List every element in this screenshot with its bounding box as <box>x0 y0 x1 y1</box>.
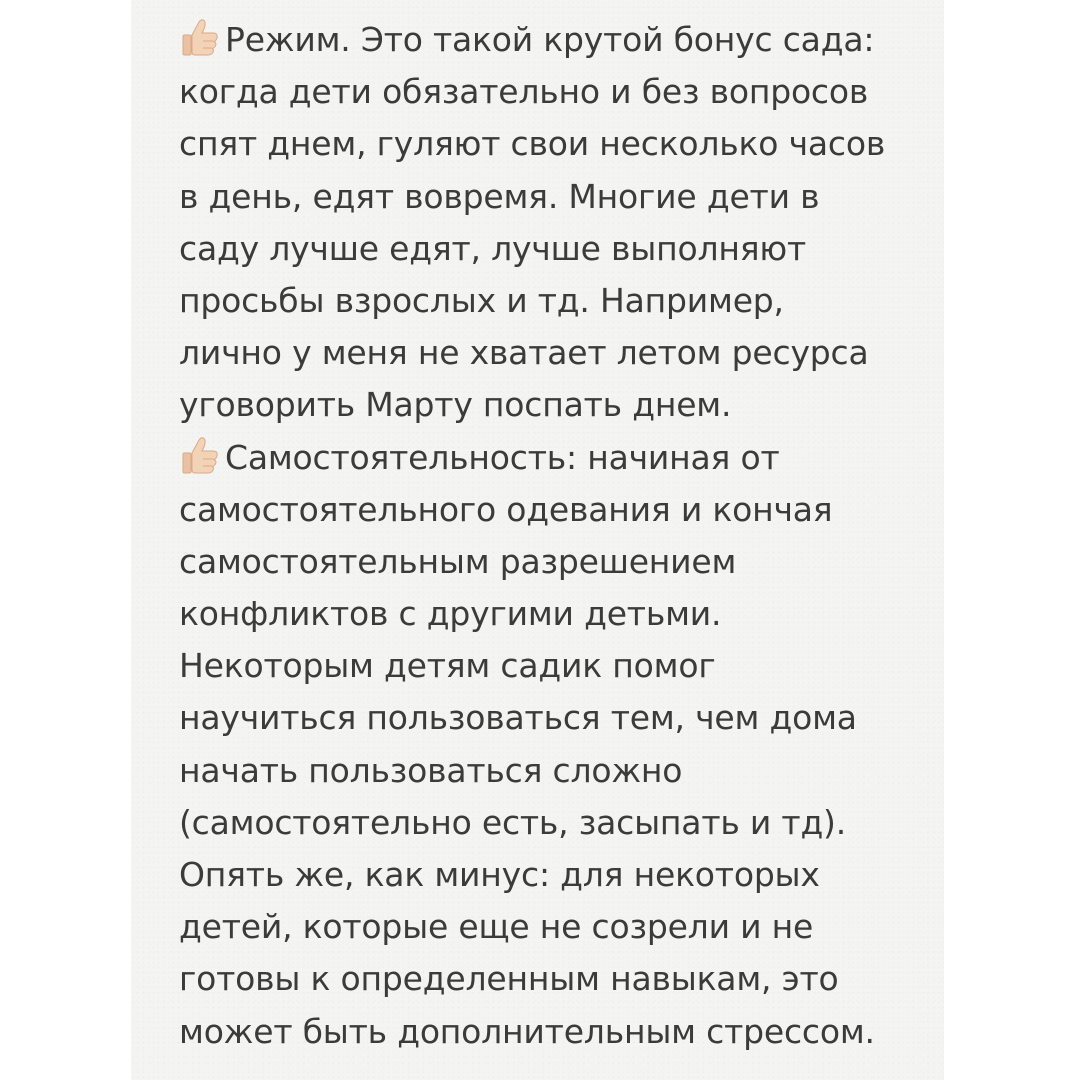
text-line: самостоятельного одевания и кончая <box>179 489 833 529</box>
text-line: спят днем, гуляют свои несколько часов <box>179 124 886 164</box>
text-line <box>179 14 919 66</box>
paper-note <box>131 0 944 1080</box>
note-text <box>179 14 919 1058</box>
text-line: может быть дополнительным стрессом. <box>179 1011 875 1051</box>
text-line: в день, едят вовремя. Многие дети в <box>179 176 820 216</box>
text-line-content: Режим. Это такой крутой бонус сада: <box>225 20 875 59</box>
text-line: просьбы взрослых и тд. Например, <box>179 280 784 320</box>
text-line: уговорить Марту поспать днем. <box>179 385 732 425</box>
thumbs-up-icon <box>179 17 221 57</box>
text-line: научиться пользоваться тем, чем дома <box>179 698 857 738</box>
text-line: когда дети обязательно и без вопросов <box>179 72 869 112</box>
text-line: самостоятельным разрешением <box>179 541 737 581</box>
text-line: Опять же, как минус: для некоторых <box>179 855 820 894</box>
thumbs-up-icon <box>179 435 221 475</box>
text-line: (самостоятельно есть, засыпать и тд). <box>179 802 847 842</box>
text-line: начать пользоваться сложно <box>179 750 683 790</box>
text-line: лично у меня не хватает летом ресурса <box>179 333 869 373</box>
text-line: детей, которые еще не созрели и не <box>179 907 814 947</box>
text-line: готовы к определенным навыкам, это <box>179 959 839 999</box>
text-line-content: Самостоятельность: начиная от <box>225 437 780 477</box>
section-independence <box>179 432 919 1058</box>
text-line <box>179 432 919 484</box>
text-line: саду лучше едят, лучше выполняют <box>179 228 806 268</box>
text-line: конфликтов с другими детьми. <box>179 594 722 634</box>
section-routine <box>179 14 919 432</box>
text-line: Некоторым детям садик помог <box>179 646 716 686</box>
